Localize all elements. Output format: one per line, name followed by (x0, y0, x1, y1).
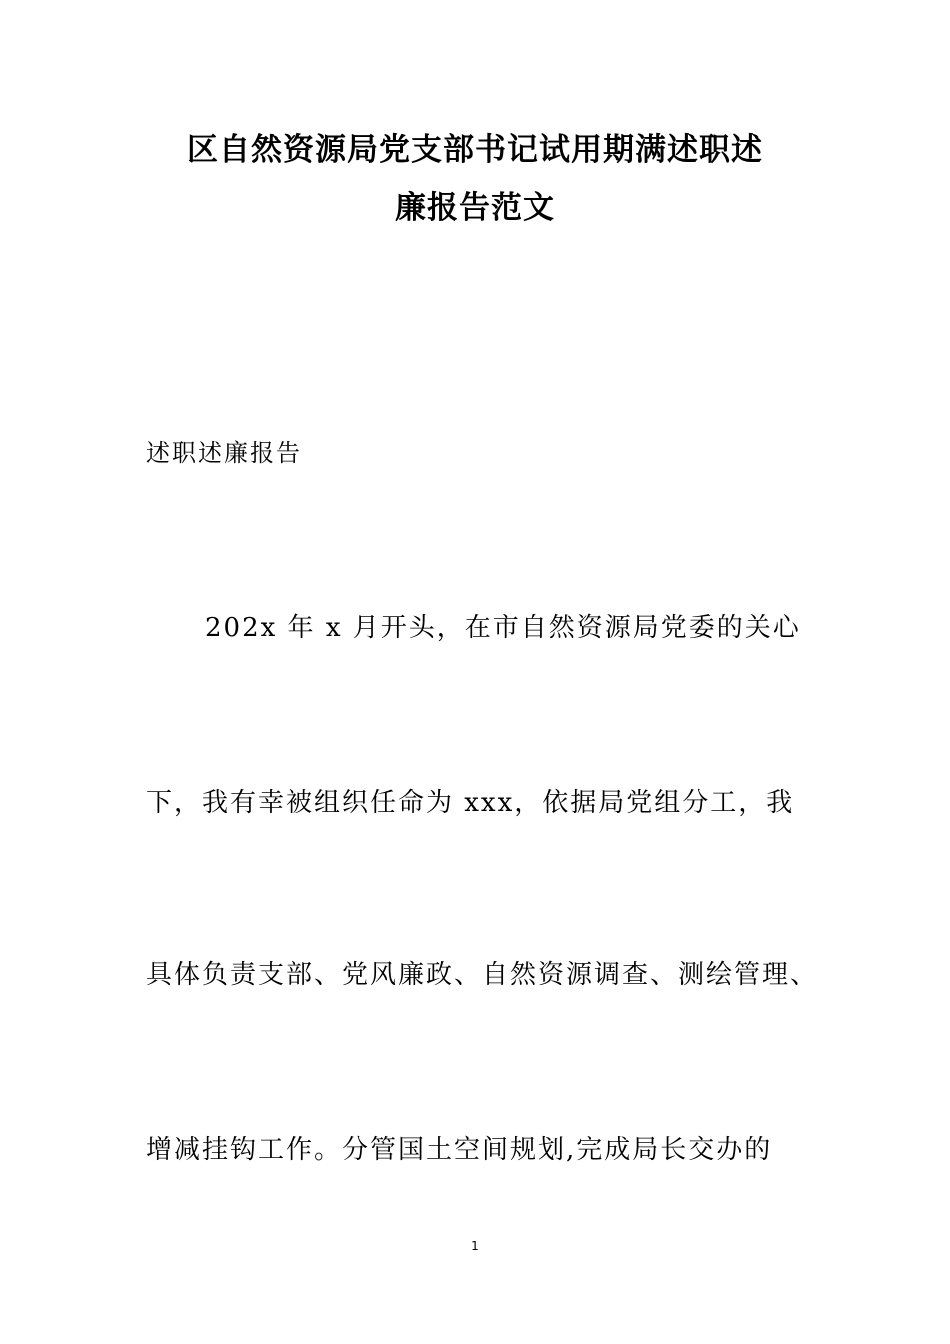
body-text-line-1: 202x 年 x 月开头，在市自然资源局党委的关心 (205, 613, 801, 643)
body-text-line-2: 下，我有幸被组织任命为 xxx，依据局党组分工，我 (146, 788, 795, 818)
section-heading: 述职述廉报告 (146, 439, 302, 467)
body-text-line-3: 具体负责支部、党风廉政、自然资源调查、测绘管理、 (146, 960, 819, 990)
document-title-line-1: 区自然资源局党支部书记试用期满述职述 (187, 132, 763, 168)
document-title-line-2: 廉报告范文 (395, 190, 555, 226)
body-text-line-4: 增减挂钩工作。分管国土空间规划,完成局长交办的 (146, 1135, 773, 1165)
page-number: 1 (471, 1239, 479, 1253)
